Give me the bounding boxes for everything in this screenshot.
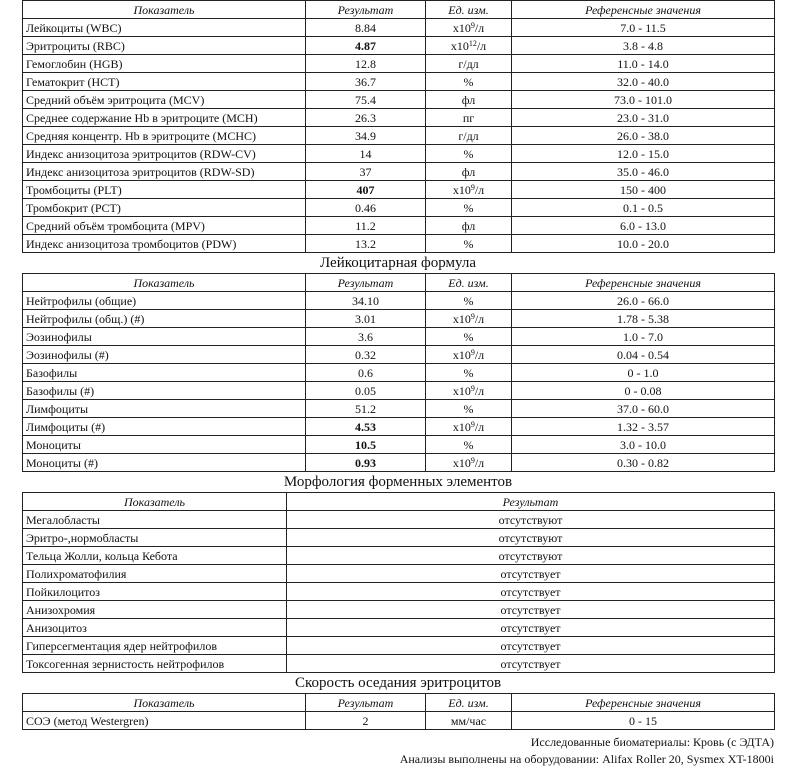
table-row	[23, 73, 775, 91]
table-row	[23, 364, 775, 382]
param-name: Гемоглобин (HGB)	[23, 55, 306, 73]
reference-range: 1.0 - 7.0	[512, 328, 775, 346]
reference-range: 0.30 - 0.82	[512, 454, 775, 472]
unit-base: фл	[461, 218, 476, 233]
reference-range: 26.0 - 66.0	[512, 292, 775, 310]
reference-range: 7.0 - 11.5	[512, 19, 775, 37]
result-value: 0.05	[306, 382, 426, 400]
result-value: 4.53	[306, 418, 426, 436]
unit-base: %	[463, 146, 474, 161]
esr-title: Скорость оседания эритроцитов	[294, 675, 502, 691]
result-value: 51.2	[306, 400, 426, 418]
result-value: отсутствует	[287, 619, 775, 637]
table-row	[23, 91, 775, 109]
result-value: 26.3	[306, 109, 426, 127]
result-value: 14	[306, 145, 426, 163]
param-name: Лейкоциты (WBC)	[23, 19, 306, 37]
param-name: Гематокрит (HCT)	[23, 73, 306, 91]
morph-header-row	[23, 493, 775, 511]
param-name: Среднее содержание Hb в эритроците (MCH)	[23, 109, 306, 127]
param-name: Эозинофилы (#)	[23, 346, 306, 364]
header-unit: Ед. изм.	[426, 274, 512, 292]
unit-cell	[426, 145, 512, 163]
param-name: Эритроциты (RBC)	[23, 37, 306, 55]
result-value: 407	[306, 181, 426, 199]
result-value: 0.46	[306, 199, 426, 217]
header-unit: Ед. изм.	[426, 1, 512, 19]
unit-cell	[426, 127, 512, 145]
cbc-header-row	[23, 1, 775, 19]
unit-cell	[426, 364, 512, 382]
header-ref: Референсные значения	[512, 694, 775, 712]
unit-cell	[426, 310, 512, 328]
param-name: Полихроматофилия	[23, 565, 287, 583]
param-name: Моноциты	[23, 436, 306, 454]
unit-exponent: 9	[470, 383, 475, 393]
esr-rows	[23, 712, 775, 730]
header-ref: Референсные значения	[512, 274, 775, 292]
reference-range: 1.78 - 5.38	[512, 310, 775, 328]
table-row	[23, 418, 775, 436]
unit-cell	[426, 181, 512, 199]
unit-base: г/дл	[458, 56, 479, 71]
result-value: 34.9	[306, 127, 426, 145]
unit-tail: /л	[474, 20, 485, 35]
unit-cell	[426, 73, 512, 91]
param-name: Эозинофилы	[23, 328, 306, 346]
param-name: Моноциты (#)	[23, 454, 306, 472]
table-row	[23, 529, 775, 547]
result-value: 0.6	[306, 364, 426, 382]
param-name: Лимфоциты	[23, 400, 306, 418]
table-row	[23, 181, 775, 199]
table-row	[23, 583, 775, 601]
unit-exponent: 9	[470, 182, 475, 192]
result-value: отсутствуют	[287, 547, 775, 565]
param-name: Токсогенная зернистость нейтрофилов	[23, 655, 287, 673]
table-row	[23, 145, 775, 163]
reference-range: 1.32 - 3.57	[512, 418, 775, 436]
unit-cell	[426, 199, 512, 217]
table-row	[23, 382, 775, 400]
param-name: Тельца Жолли, кольца Кебота	[23, 547, 287, 565]
result-value: 0.32	[306, 346, 426, 364]
reference-range: 0 - 1.0	[512, 364, 775, 382]
result-value: 8.84	[306, 19, 426, 37]
reference-range: 32.0 - 40.0	[512, 73, 775, 91]
unit-cell	[426, 436, 512, 454]
table-row	[23, 346, 775, 364]
result-value: 10.5	[306, 436, 426, 454]
unit-cell	[426, 418, 512, 436]
param-name: Индекс анизоцитоза эритроцитов (RDW-CV)	[23, 145, 306, 163]
unit-cell	[426, 454, 512, 472]
unit-exponent: 9	[470, 311, 475, 321]
param-name: Тромбоциты (PLT)	[23, 181, 306, 199]
table-row	[23, 37, 775, 55]
param-name: Индекс анизоцитоза эритроцитов (RDW-SD)	[23, 163, 306, 181]
unit-base: x10	[452, 182, 471, 197]
param-name: Нейтрофилы (общие)	[23, 292, 306, 310]
footer-equipment: Анализы выполнены на оборудовании: Alifax Roller 20, Sysmex XT-1800i	[399, 752, 774, 766]
reference-range: 12.0 - 15.0	[512, 145, 775, 163]
param-name: Базофилы (#)	[23, 382, 306, 400]
reference-range: 26.0 - 38.0	[512, 127, 775, 145]
unit-base: г/дл	[458, 128, 479, 143]
header-param: Показатель	[23, 694, 306, 712]
lab-report	[22, 0, 774, 768]
unit-cell	[426, 91, 512, 109]
reference-range: 10.0 - 20.0	[512, 235, 775, 253]
leuko-rows	[23, 292, 775, 472]
leuko-header-row	[23, 274, 775, 292]
table-row	[23, 199, 775, 217]
result-value: 2	[306, 712, 426, 730]
unit-base: x10	[452, 419, 471, 434]
param-name: Средний объём тромбоцита (MPV)	[23, 217, 306, 235]
header-result: Результат	[306, 274, 426, 292]
unit-base: %	[463, 200, 474, 215]
morph-rows	[23, 511, 775, 673]
unit-base: x10	[452, 383, 471, 398]
result-value: отсутствует	[287, 583, 775, 601]
unit-cell	[426, 37, 512, 55]
reference-range: 0.1 - 0.5	[512, 199, 775, 217]
result-value: 12.8	[306, 55, 426, 73]
morph-table	[22, 492, 775, 673]
header-result: Результат	[287, 493, 775, 511]
unit-cell	[426, 346, 512, 364]
param-name: Мегалобласты	[23, 511, 287, 529]
result-value: 3.01	[306, 310, 426, 328]
table-row	[23, 436, 775, 454]
cbc-table	[22, 0, 775, 253]
table-row	[23, 235, 775, 253]
result-value: отсутствуют	[287, 529, 775, 547]
table-row	[23, 637, 775, 655]
reference-range: 6.0 - 13.0	[512, 217, 775, 235]
unit-tail: /л	[474, 419, 485, 434]
table-row	[23, 565, 775, 583]
table-row	[23, 601, 775, 619]
unit-cell	[426, 235, 512, 253]
unit-tail: /л	[474, 311, 485, 326]
param-name: Нейтрофилы (общ.) (#)	[23, 310, 306, 328]
header-param: Показатель	[23, 1, 306, 19]
param-name: Анизоцитоз	[23, 619, 287, 637]
result-value: отсутствуют	[287, 511, 775, 529]
result-value: отсутствует	[287, 655, 775, 673]
param-name: Гиперсегментация ядер нейтрофилов	[23, 637, 287, 655]
param-name: Лимфоциты (#)	[23, 418, 306, 436]
param-name: Индекс анизоцитоза тромбоцитов (PDW)	[23, 235, 306, 253]
result-value: 11.2	[306, 217, 426, 235]
reference-range: 0 - 0.08	[512, 382, 775, 400]
unit-base: x10	[452, 347, 471, 362]
reference-range: 150 - 400	[512, 181, 775, 199]
unit-base: x10	[450, 38, 469, 53]
unit-cell	[426, 712, 512, 730]
reference-range: 35.0 - 46.0	[512, 163, 775, 181]
result-value: 36.7	[306, 73, 426, 91]
table-row	[23, 109, 775, 127]
reference-range: 73.0 - 101.0	[512, 91, 775, 109]
unit-base: %	[463, 401, 474, 416]
table-row	[23, 19, 775, 37]
unit-base: x10	[452, 311, 471, 326]
reference-range: 23.0 - 31.0	[512, 109, 775, 127]
unit-cell	[426, 19, 512, 37]
header-param: Показатель	[23, 493, 287, 511]
unit-base: пг	[462, 110, 475, 125]
unit-exponent: 9	[470, 347, 475, 357]
table-row	[23, 328, 775, 346]
unit-tail: /л	[474, 182, 485, 197]
unit-tail: /л	[474, 347, 485, 362]
result-value: отсутствует	[287, 637, 775, 655]
footer-biomaterial: Исследованные биоматериалы: Кровь (с ЭДТА)	[530, 735, 774, 749]
unit-exponent: 9	[470, 20, 475, 30]
table-row	[23, 655, 775, 673]
result-value: отсутствует	[287, 601, 775, 619]
unit-cell	[426, 292, 512, 310]
table-row	[23, 511, 775, 529]
unit-base: %	[463, 329, 474, 344]
unit-tail: /л	[474, 383, 485, 398]
param-name: Эритро-,нормобласты	[23, 529, 287, 547]
table-row	[23, 55, 775, 73]
unit-tail: /л	[474, 455, 485, 470]
unit-base: фл	[461, 164, 476, 179]
table-row	[23, 454, 775, 472]
reference-range: 3.8 - 4.8	[512, 37, 775, 55]
table-row	[23, 712, 775, 730]
param-name: Анизохромия	[23, 601, 287, 619]
header-unit: Ед. изм.	[426, 694, 512, 712]
reference-range: 0.04 - 0.54	[512, 346, 775, 364]
param-name: Средняя концентр. Hb в эритроците (MCHC)	[23, 127, 306, 145]
table-row	[23, 547, 775, 565]
param-name: Пойкилоцитоз	[23, 583, 287, 601]
unit-cell	[426, 382, 512, 400]
table-row	[23, 217, 775, 235]
unit-tail: /л	[476, 38, 487, 53]
unit-base: фл	[461, 92, 476, 107]
reference-range: 3.0 - 10.0	[512, 436, 775, 454]
unit-base: %	[463, 365, 474, 380]
result-value: 4.87	[306, 37, 426, 55]
result-value: 13.2	[306, 235, 426, 253]
result-value: отсутствует	[287, 565, 775, 583]
header-ref: Референсные значения	[512, 1, 775, 19]
cbc-rows	[23, 19, 775, 253]
unit-base: x10	[452, 20, 471, 35]
reference-range: 11.0 - 14.0	[512, 55, 775, 73]
leuko-table	[22, 273, 775, 472]
table-row	[23, 619, 775, 637]
result-value: 3.6	[306, 328, 426, 346]
table-row	[23, 310, 775, 328]
result-value: 34.10	[306, 292, 426, 310]
unit-cell	[426, 217, 512, 235]
reference-range: 37.0 - 60.0	[512, 400, 775, 418]
table-row	[23, 292, 775, 310]
unit-base: %	[463, 74, 474, 89]
table-row	[23, 163, 775, 181]
param-name: СОЭ (метод Westergren)	[23, 712, 306, 730]
unit-base: %	[463, 437, 474, 452]
unit-base: x10	[452, 455, 471, 470]
header-result: Результат	[306, 694, 426, 712]
unit-exponent: 9	[470, 455, 475, 465]
result-value: 75.4	[306, 91, 426, 109]
result-value: 37	[306, 163, 426, 181]
unit-cell	[426, 400, 512, 418]
esr-header-row	[23, 694, 775, 712]
param-name: Базофилы	[23, 364, 306, 382]
unit-exponent: 12	[468, 38, 477, 48]
unit-base: %	[463, 236, 474, 251]
param-name: Средний объём эритроцита (MCV)	[23, 91, 306, 109]
unit-cell	[426, 109, 512, 127]
leuko-title: Лейкоцитарная формула	[319, 255, 477, 271]
unit-base: %	[463, 293, 474, 308]
reference-range: 0 - 15	[512, 712, 775, 730]
esr-table	[22, 693, 775, 730]
header-param: Показатель	[23, 274, 306, 292]
unit-base: мм/час	[450, 713, 487, 728]
unit-cell	[426, 163, 512, 181]
header-result: Результат	[306, 1, 426, 19]
table-row	[23, 400, 775, 418]
unit-exponent: 9	[470, 419, 475, 429]
unit-cell	[426, 55, 512, 73]
table-row	[23, 127, 775, 145]
param-name: Тромбокрит (PCT)	[23, 199, 306, 217]
morph-title: Морфология форменных элементов	[283, 474, 513, 490]
result-value: 0.93	[306, 454, 426, 472]
unit-cell	[426, 328, 512, 346]
